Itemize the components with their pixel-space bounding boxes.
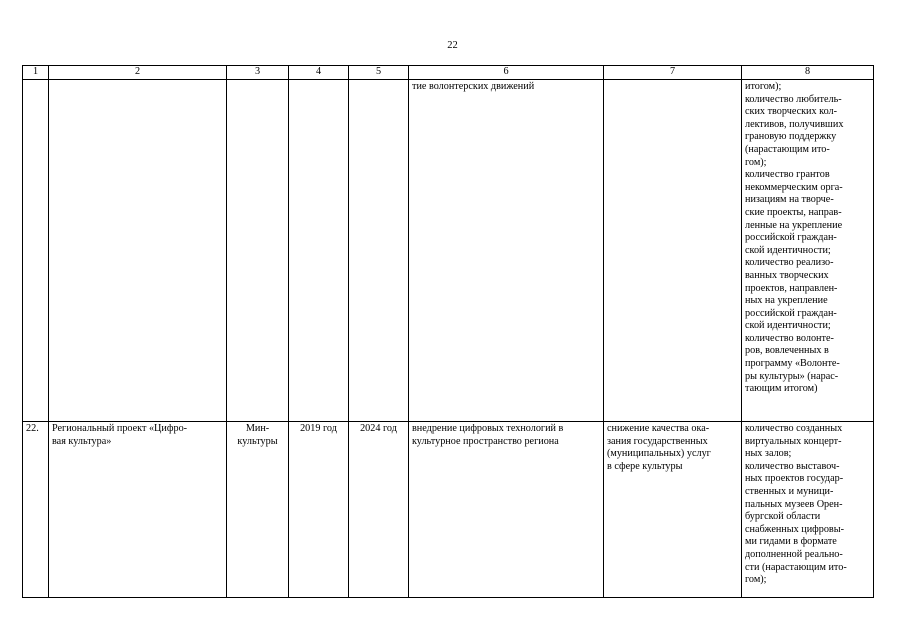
cell-name: Региональный проект «Цифро- вая культура» [49, 422, 227, 598]
document-table [22, 65, 874, 598]
table-header-row [23, 66, 874, 80]
column-header-6: 6 [409, 66, 604, 80]
column-header-5: 5 [349, 66, 409, 80]
column-header-2: 2 [49, 66, 227, 80]
cell-number [23, 80, 49, 422]
column-header-7: 7 [604, 66, 742, 80]
column-header-1: 1 [23, 66, 49, 80]
cell-start-year: 2019 год [289, 422, 349, 598]
cell-risks: снижение качества ока- зания государственных (муниципальных) услуг в сфере культуры [604, 422, 742, 598]
cell-start-year [289, 80, 349, 422]
cell-name [49, 80, 227, 422]
cell-direction: внедрение цифровых технологий в культурное пространство региона [409, 422, 604, 598]
column-header-4: 4 [289, 66, 349, 80]
cell-number: 22. [23, 422, 49, 598]
cell-responsible [227, 80, 289, 422]
cell-indicators: количество созданных виртуальных концерт- ных залов; количество выставоч- ных проектов государ- ственных и муници- пальных музеев Орен- бургской области снабженных цифровы- ми гидами в формате дополненной реально- сти (нарастающим ито- гом); [742, 422, 874, 598]
column-header-8: 8 [742, 66, 874, 80]
cell-direction: тие волонтерских движений [409, 80, 604, 422]
page-number: 22 [447, 40, 458, 51]
cell-indicators: итогом); количество любитель- ских творческих кол- лективов, получивших грановую поддержку (нарастающим ито- гом); количество грантов некоммерческим орга- низациям на творче- ские проекты, направ- ленные на укрепление российской граждан- ской идентичности; количество реализо- ванных творческих проектов, направлен- ных на укрепление российской граждан- ской идентичности; количество волонте- ров, вовлеченных в программу «Волонте- ры культуры» (нарас- тающим итогом) [742, 80, 874, 422]
column-header-3: 3 [227, 66, 289, 80]
cell-responsible: Мин- культуры [227, 422, 289, 598]
table-row-continuation [23, 80, 874, 422]
cell-end-year [349, 80, 409, 422]
cell-risks [604, 80, 742, 422]
table-row-22 [23, 422, 874, 598]
cell-end-year: 2024 год [349, 422, 409, 598]
